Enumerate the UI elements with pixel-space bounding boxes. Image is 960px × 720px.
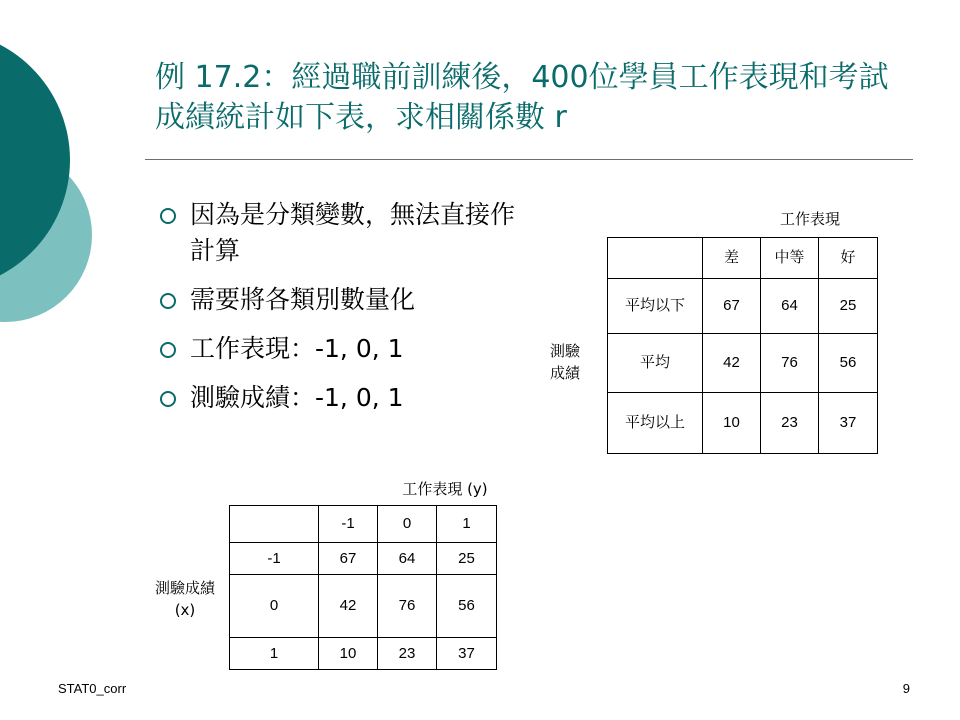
- title-divider: [145, 159, 913, 160]
- slide-title: 例 17.2：經過職前訓練後，400位學員工作表現和考試成績統計如下表，求相關係數 r: [155, 60, 889, 135]
- table-cell: 10: [319, 638, 378, 670]
- bullet-list: [160, 197, 520, 429]
- table-cell: 76: [761, 334, 819, 393]
- row-label-text: 平均以上: [624, 414, 685, 431]
- table-row-label: [608, 334, 703, 393]
- table-row-label: 1: [230, 638, 319, 670]
- bullet-text: 需要將各類別數量化: [190, 285, 416, 314]
- table2-caption: 工作表現 (y): [402, 480, 488, 498]
- row-label-text: 平均: [639, 354, 670, 371]
- table-row: [608, 393, 878, 454]
- table-cell: 23: [761, 393, 819, 454]
- table-cell: 37: [437, 638, 497, 670]
- table-row: [230, 575, 497, 638]
- bullet-circle-icon: [160, 208, 176, 224]
- table-cell: 37: [819, 393, 878, 454]
- table-cell: 42: [703, 334, 761, 393]
- table-cell: 42: [319, 575, 378, 638]
- table-row: [230, 543, 497, 575]
- table-cell: 56: [819, 334, 878, 393]
- table-row: [608, 334, 878, 393]
- bullet-text: 因為是分類變數，無法直接作計算: [190, 200, 516, 265]
- table1-row-caption: [530, 340, 600, 384]
- table1: [607, 237, 878, 454]
- table-row-label: [608, 393, 703, 454]
- table-header-row: [608, 238, 878, 279]
- table-header-cell: 差: [703, 238, 761, 279]
- table-corner-cell: [608, 238, 703, 279]
- bullet-item: [160, 380, 520, 416]
- table-row: [230, 638, 497, 670]
- bullet-item: [160, 197, 520, 269]
- decorative-circles: [0, 0, 140, 400]
- table-header-row: [230, 506, 497, 543]
- table1-row-caption-text: 測驗成績: [549, 342, 580, 382]
- bullet-circle-icon: [160, 293, 176, 309]
- table-cell: 25: [437, 543, 497, 575]
- table-cell: 56: [437, 575, 497, 638]
- table-cell: 23: [378, 638, 437, 670]
- table-header-cell: 1: [437, 506, 497, 543]
- page-number: 9: [902, 681, 910, 696]
- row-label-text: 平均以下: [624, 297, 685, 314]
- table2-row-caption-text: 測驗成績(x): [154, 579, 215, 619]
- table-cell: 64: [761, 279, 819, 334]
- table-row: [608, 279, 878, 334]
- table2: [229, 505, 497, 670]
- table1-caption: 工作表現: [779, 210, 840, 228]
- table-row-label: 0: [230, 575, 319, 638]
- table-corner-cell: [230, 506, 319, 543]
- bullet-text: 測驗成績：-1, 0, 1: [190, 383, 404, 412]
- table-row-label: [608, 279, 703, 334]
- table2-row-caption: [145, 577, 225, 621]
- bullet-text: 工作表現：-1, 0, 1: [190, 334, 404, 363]
- bullet-circle-icon: [160, 391, 176, 407]
- table-cell: 64: [378, 543, 437, 575]
- bullet-circle-icon: [160, 342, 176, 358]
- bullet-item: [160, 331, 520, 367]
- footer-label: STAT0_corr: [58, 681, 127, 696]
- table-cell: 76: [378, 575, 437, 638]
- table-header-cell: 0: [378, 506, 437, 543]
- table-header-cell: 好: [819, 238, 878, 279]
- table-cell: 67: [319, 543, 378, 575]
- table-cell: 25: [819, 279, 878, 334]
- table-cell: 67: [703, 279, 761, 334]
- table-header-cell: -1: [319, 506, 378, 543]
- bullet-item: [160, 282, 520, 318]
- table-row-label: -1: [230, 543, 319, 575]
- table-header-cell: 中等: [761, 238, 819, 279]
- table-cell: 10: [703, 393, 761, 454]
